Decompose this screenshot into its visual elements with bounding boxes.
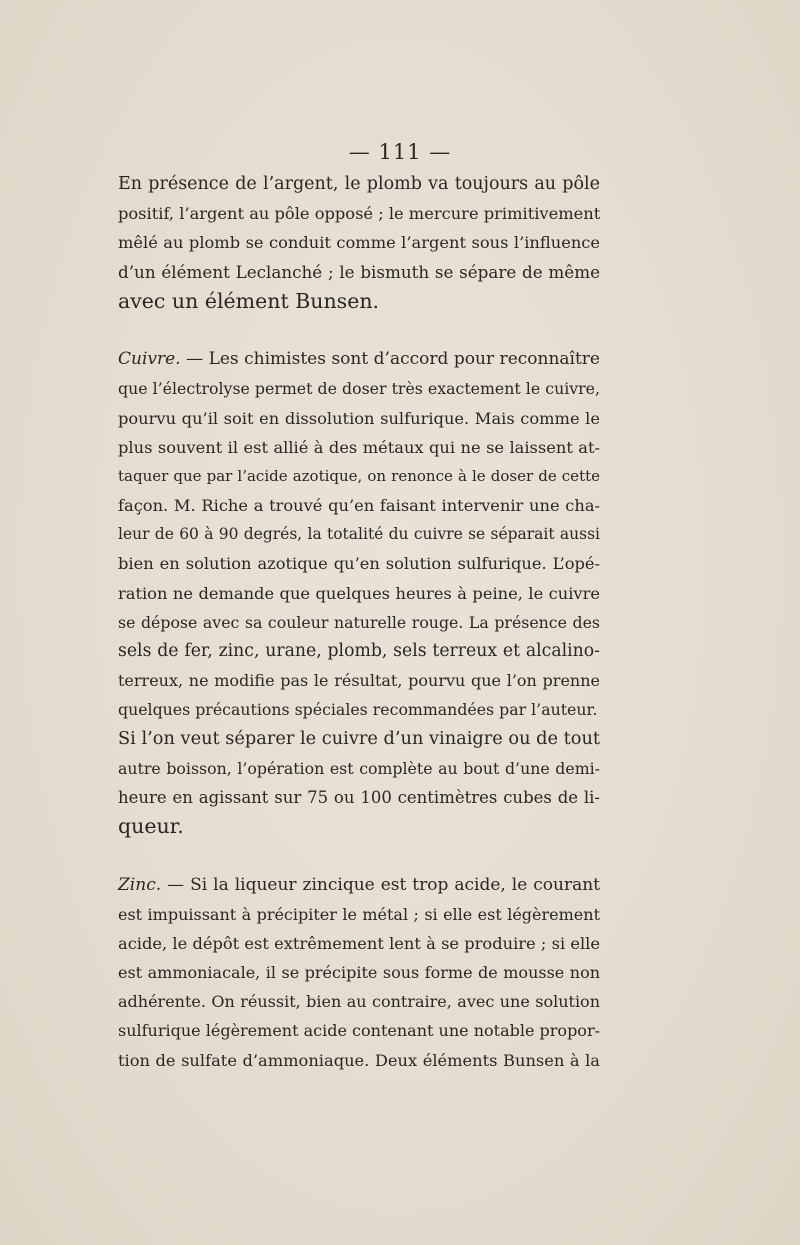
text-line: pourvu qu’il soit en dissolution sulfurique. Mais comme le bbox=[118, 408, 600, 428]
text-line: plus souvent il est allié à des métaux qui ne se laissent at- bbox=[118, 437, 600, 457]
text-line: est impuissant à précipiter le métal ; si elle est légèrement bbox=[118, 904, 600, 924]
paragraph-cuivre bbox=[118, 345, 600, 724]
section-heading-zinc: Zinc. bbox=[118, 874, 162, 895]
text-line: En présence de l’argent, le plomb va toujours au pôle bbox=[118, 174, 600, 194]
text-line: sulfurique légèrement acide contenant une notable propor- bbox=[118, 1021, 600, 1041]
text-line: heure en agissant sur 75 ou 100 centimètres cubes de li- bbox=[118, 787, 600, 807]
text-line: d’un élément Leclanché ; le bismuth se sépare de même bbox=[118, 261, 600, 282]
text-line: quelques précautions spéciales recommandées par l’auteur. bbox=[118, 700, 598, 720]
text-line: ration ne demande que quelques heures à peine, le cuivre bbox=[118, 583, 600, 603]
text-line: Zinc. — Si la liqueur zincique est trop acide, le courant bbox=[118, 874, 600, 895]
text-line: acide, le dépôt est extrêmement lent à se produire ; si elle bbox=[118, 933, 600, 953]
text-line: taquer que par l’acide azotique, on renonce à le doser de cette bbox=[118, 466, 600, 485]
paragraph-zinc bbox=[118, 871, 600, 1075]
text-line: leur de 60 à 90 degrés, la totalité du cuivre se séparait aussi bbox=[118, 525, 600, 544]
text-line: autre boisson, l’opération est complète au bout d’une demi- bbox=[118, 758, 600, 778]
paragraph-silver bbox=[118, 170, 600, 316]
text-line: bien en solution azotique qu’en solution sulfurique. L’opé- bbox=[118, 554, 600, 574]
text-line: tion de sulfate d’ammoniaque. Deux éléments Bunsen à la bbox=[118, 1050, 600, 1070]
text-line: sels de fer, zinc, urane, plomb, sels terreux et alcalino- bbox=[118, 641, 600, 661]
text-line: adhérente. On réussit, bien au contraire, avec une solution bbox=[118, 992, 600, 1012]
text-line: avec un élément Bunsen. bbox=[118, 288, 380, 313]
text-line: se dépose avec sa couleur naturelle rouge. La présence des bbox=[118, 612, 600, 632]
text-line: que l’électrolyse permet de doser très exactement le cuivre, bbox=[118, 379, 600, 399]
paragraph-vinaigre bbox=[118, 725, 600, 842]
text-line: Si l’on veut séparer le cuivre d’un vinaigre ou de tout bbox=[118, 728, 601, 749]
text-line: façon. M. Riche a trouvé qu’en faisant intervenir une cha- bbox=[118, 496, 600, 516]
text-line: mêlé au plomb se conduit comme l’argent sous l’influence bbox=[118, 233, 600, 253]
page-number: — 111 — bbox=[348, 140, 452, 164]
text-line: Cuivre. — Les chimistes sont d’accord pour reconnaître bbox=[118, 349, 600, 370]
text-line: terreux, ne modifie pas le résultat, pourvu que l’on prenne bbox=[118, 671, 600, 691]
section-heading-cuivre: Cuivre. bbox=[118, 349, 181, 370]
text-line: est ammoniacale, il se précipite sous forme de mousse non bbox=[118, 963, 600, 983]
text-column bbox=[118, 170, 600, 1075]
text-line: positif, l’argent au pôle opposé ; le mercure primitivement bbox=[118, 204, 601, 224]
text-line: queur. bbox=[118, 814, 184, 839]
